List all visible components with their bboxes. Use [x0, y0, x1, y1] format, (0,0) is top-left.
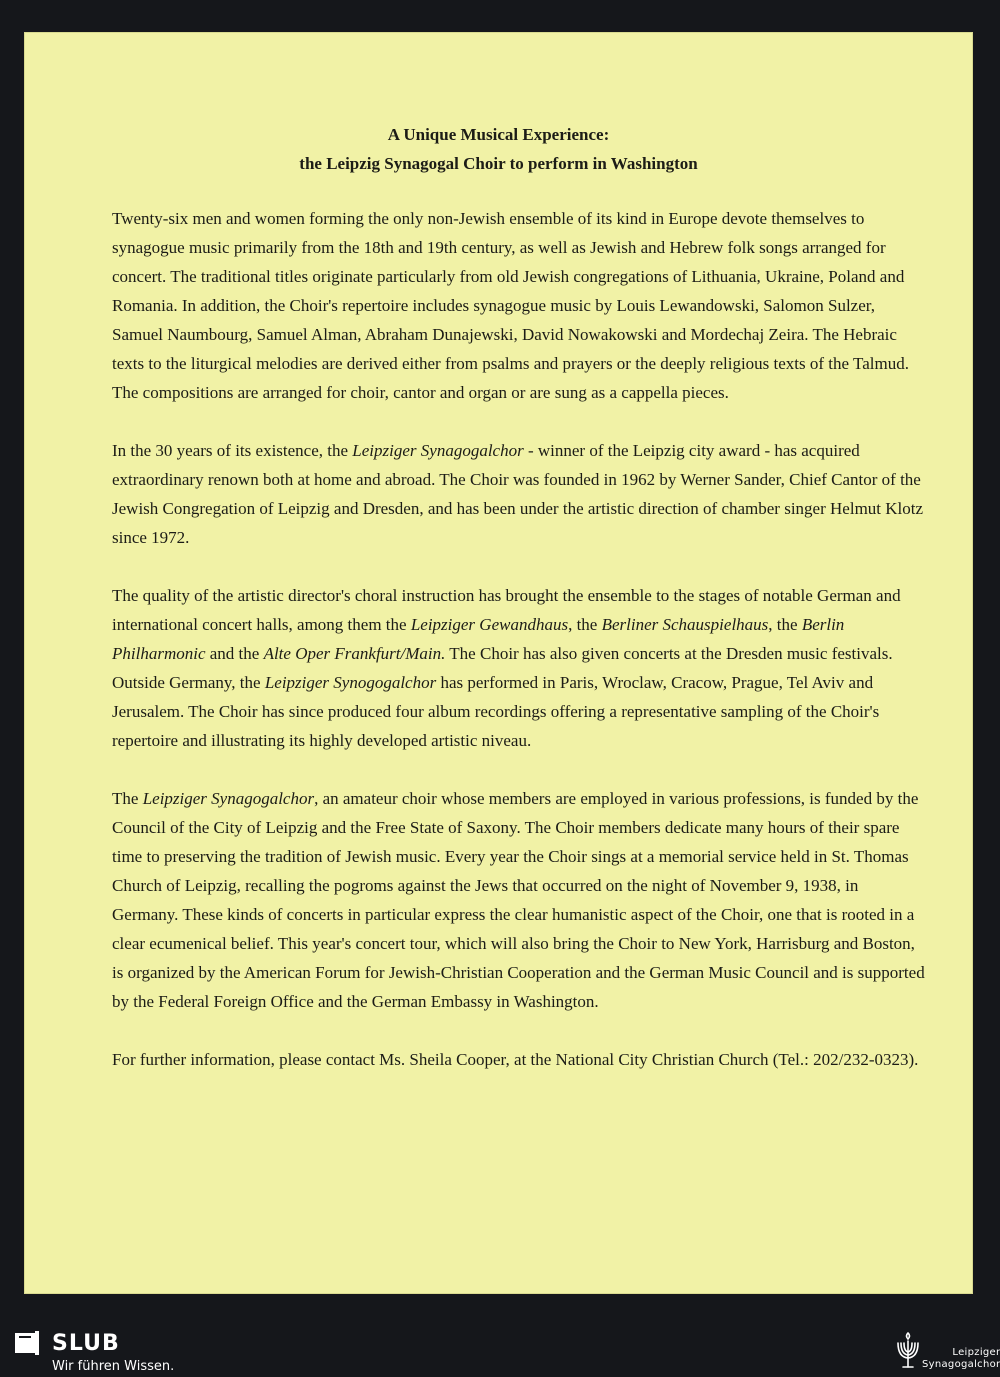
text-run: - winner of the Leipzig city award - has acquired extraordinary renown both at home and abroad. The Choir was founded in 1962 by Werner Sander, Chief Cantor of the Jewish Congregation of Leipzig and Dresden, and has been under the artistic direction of chamber singer Helmut Klotz since 1972.	[112, 441, 924, 547]
paragraph-4	[112, 784, 927, 1016]
text-run: has performed in Paris, Wroclaw, Cracow, Prague, Tel Aviv and Jerusalem. The Choir has since produced four album recordings offering a representative sampling of the Choir's repertoire and illustrating its highly developed artistic niveau.	[112, 673, 880, 750]
document-title	[24, 120, 973, 178]
italic-run: Leipziger Gewandhaus	[410, 615, 569, 634]
choir-name-line-1: Leipziger	[952, 1347, 1000, 1358]
menorah-icon	[895, 1331, 921, 1371]
title-line-1: A Unique Musical Experience:	[387, 125, 610, 144]
italic-run: Leipziger Synagogalchor	[142, 789, 315, 808]
text-run: , an amateur choir whose members are employed in various professions, is funded by the Council of the City of Leipzig and the Free State of Saxony. The Choir members dedicate many hours of their spare time to preserving the tradition of Jewish music. Every year the Choir sings at a memorial service held in St. Thomas Church of Leipzig, recalling the pogroms against the Jews that occurred on the night of November 9, 1938, in Germany. These kinds of concerts in particular express the clear humanistic aspect of the Choir, one that is rooted in a clear ecumenical belief. This year's concert tour, which will also bring the Choir to New York, Harrisburg and Boston, is organized by the American Forum for Jewish-Christian Cooperation and the German Music Council and is supported by the Federal Foreign Office and the German Embassy in Washington.	[112, 789, 925, 1011]
text-run: The Choir has also given concerts at the Dresden music festivals. Outside Germany, the	[112, 644, 893, 692]
paragraph-2	[112, 436, 927, 552]
italic-run: Berlin Philharmonic	[112, 615, 845, 663]
document-body	[112, 204, 927, 1074]
text-run: , the	[568, 615, 602, 634]
paragraph-1: Twenty-six men and women forming the only non-Jewish ensemble of its kind in Europe devote themselves to synagogue music primarily from the 18th and 19th century, as well as Jewish and Hebrew folk songs arranged for concert. The traditional titles originate particularly from old Jewish congregations of Lithuania, Ukraine, Poland and Romania. In addition, the Choir's repertoire includes synagogue music by Louis Lewandowski, Salomon Sulzer, Samuel Naumbourg, Samuel Alman, Abraham Dunajewski, David Nowakowski and Mordechaj Zeira. The Hebraic texts to the liturgical melodies are derived either from psalms and prayers or the deeply religious texts of the Talmud. The compositions are arranged for choir, cantor and organ or are sung as a cappella pieces.	[112, 209, 909, 402]
italic-run: Alte Oper Frankfurt/Main.	[263, 644, 446, 663]
slub-logo-text[interactable]: SLUB	[52, 1331, 120, 1356]
italic-run: Leipziger Synagogalchor	[352, 441, 524, 460]
title-line-2: the Leipzig Synagogal Choir to perform in Washington	[299, 154, 698, 173]
text-run: , the	[768, 615, 802, 634]
text-run: The	[112, 789, 143, 808]
paragraph-3	[112, 581, 927, 755]
italic-run: Leipziger Synogogalchor	[264, 673, 437, 692]
text-run: and the	[205, 644, 264, 663]
choir-logo-text	[922, 1347, 1000, 1371]
text-run: The quality of the artistic director's choral instruction has brought the ensemble to the stages of notable German and international concert halls, among them the	[112, 586, 901, 634]
text-run: In the 30 years of its existence, the	[112, 441, 353, 460]
paragraph-5: For further information, please contact Ms. Sheila Cooper, at the National City Christian Church (Tel.: 202/232-0323).	[112, 1050, 919, 1069]
italic-run: Berliner Schauspielhaus	[601, 615, 769, 634]
slub-tagline: Wir führen Wissen.	[52, 1359, 175, 1374]
choir-name-line-2: Synagogalchor	[922, 1359, 1000, 1370]
document-page	[24, 32, 973, 1294]
book-icon[interactable]	[14, 1330, 40, 1356]
